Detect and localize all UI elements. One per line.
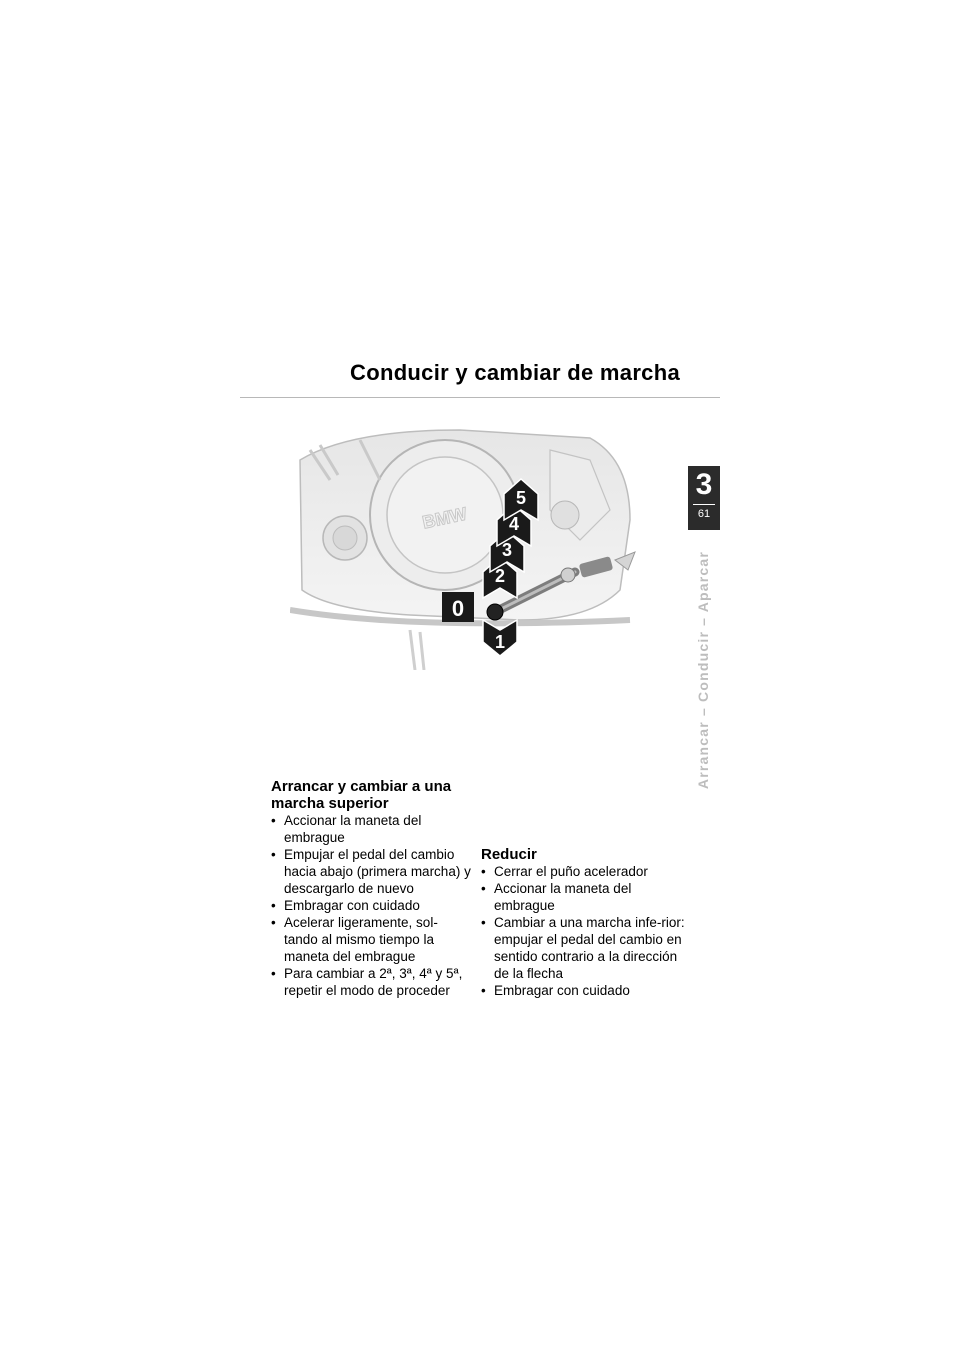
svg-text:BMW: BMW: [420, 503, 469, 533]
page-number: 61: [697, 508, 711, 520]
engine-drawing: [290, 420, 650, 670]
section-start-upshift: [271, 778, 471, 999]
list-item: • Cambiar a una marcha infe-rior: empujar el pedal del cambio en sentido contrario a la dirección de la flecha: [481, 914, 686, 982]
gear-label-4: 4: [508, 514, 520, 534]
list-item: • Empujar el pedal del cambio hacia abajo (primera marcha) y descargarlo de nuevo: [271, 846, 471, 897]
side-tab-text: Arrancar – Conducir – Aparcar: [695, 550, 711, 790]
instruction-list: [271, 812, 471, 999]
list-item: • Acelerar ligeramente, sol-tando al mismo tiempo la maneta del embrague: [271, 914, 471, 965]
page-title: Conducir y cambiar de marcha: [350, 360, 680, 385]
gear-label-0: 0: [451, 596, 465, 621]
gear-label-2: 2: [494, 566, 506, 586]
section-heading: Arrancar y cambiar a una marcha superior: [271, 778, 452, 812]
list-item: • Accionar la maneta del embrague: [481, 880, 686, 914]
section-downshift: [481, 846, 686, 999]
chapter-number: 3: [695, 468, 713, 501]
list-item: • Embragar con cuidado: [481, 982, 686, 999]
title-rule: [240, 397, 720, 398]
gear-label-3: 3: [501, 540, 513, 560]
gear-shift-illustration: [290, 420, 650, 670]
gear-label-1: 1: [494, 632, 506, 652]
gear-label-5: 5: [515, 488, 527, 508]
list-item: • Accionar la maneta del embrague: [271, 812, 471, 846]
instruction-list: [481, 863, 686, 999]
section-heading: Reducir: [481, 846, 537, 863]
list-item: • Cerrar el puño acelerador: [481, 863, 686, 880]
list-item: • Embragar con cuidado: [271, 897, 471, 914]
list-item: • Para cambiar a 2ª, 3ª, 4ª y 5ª, repetir el modo de proceder: [271, 965, 471, 999]
